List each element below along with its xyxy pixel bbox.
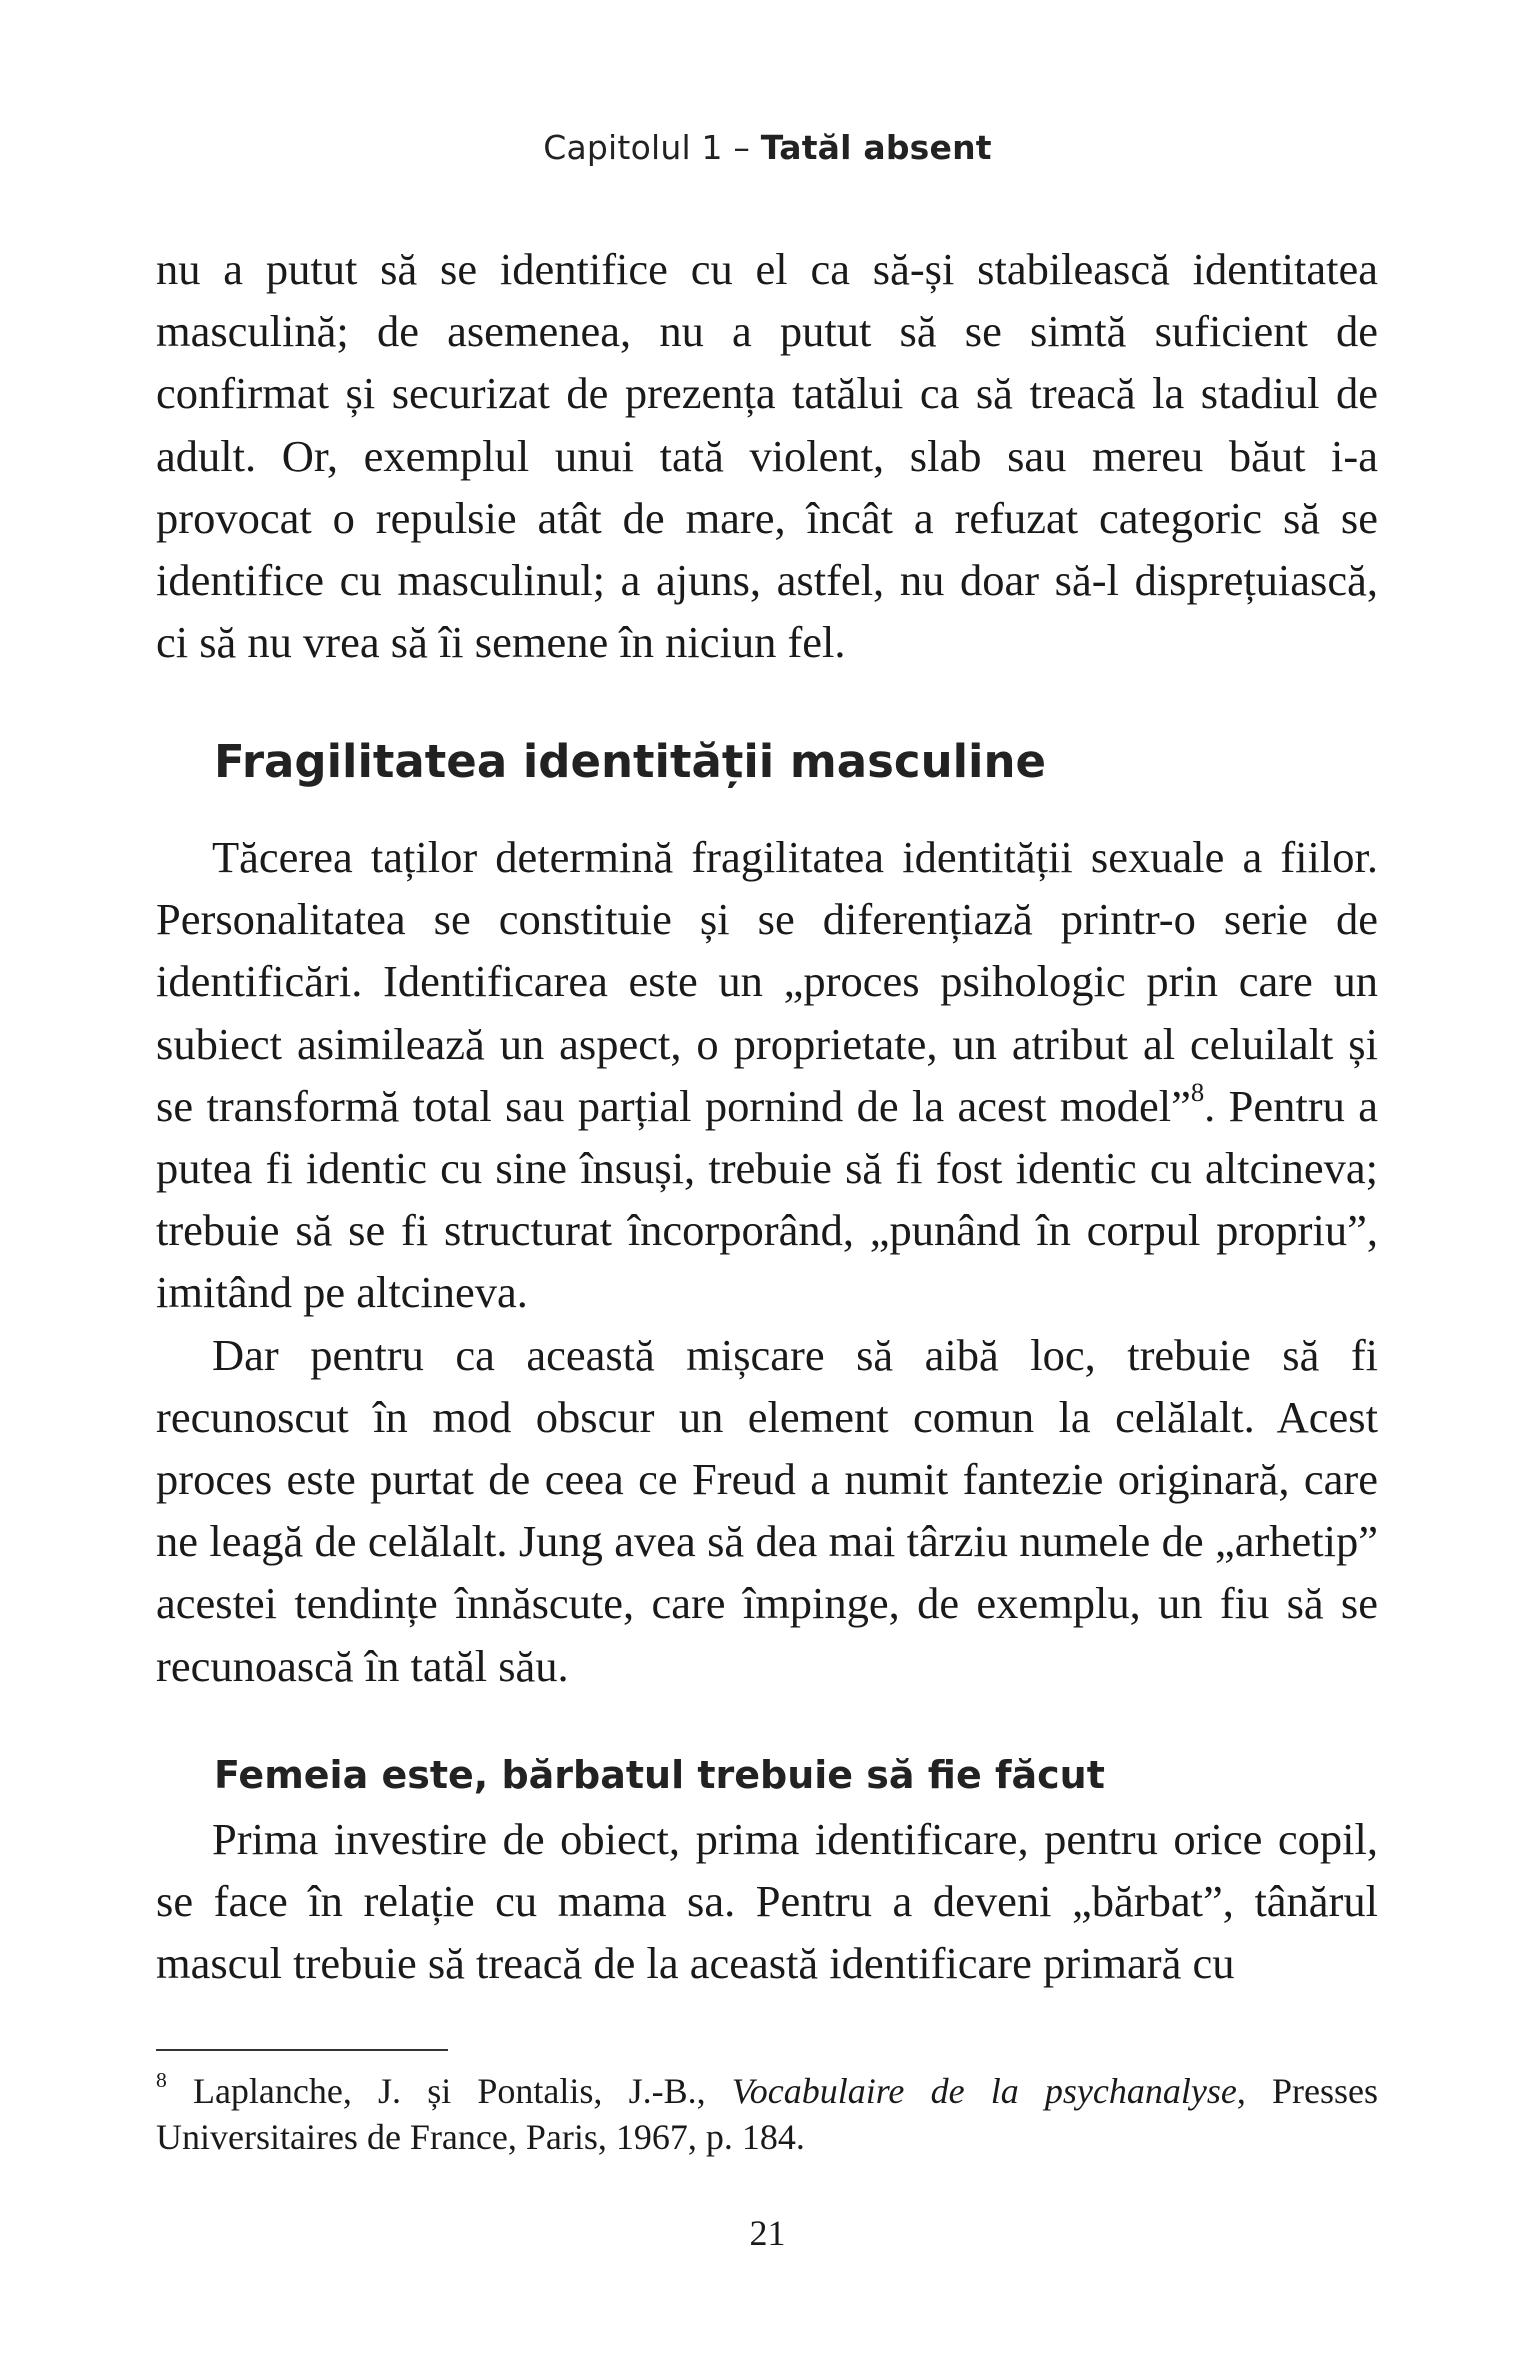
chapter-title: Tatăl absent <box>760 128 992 167</box>
subsection-heading: Femeia este, bărbatul trebuie să fie făcut <box>214 1753 1105 1797</box>
section-heading: Fragilitatea identității masculine <box>214 735 1047 788</box>
text-block-bottom <box>156 1808 1378 1995</box>
footnote-reference: 8 <box>1190 1076 1205 1107</box>
paragraph-first-investment: Prima investire de obiect, prima identificare, pentru orice copil, se face în relație cu mama sa. Pentru a deveni „bărbat”, tânărul mascul trebuie să treacă de la această identificare primară cu <box>156 1814 1378 1989</box>
paragraph-archetype: Dar pentru ca această mișcare să aibă loc, trebuie să fi recunoscut în mod obscur un element comun la celălalt. Acest proces este purtat de ceea ce Freud a numit fantezie originară, care ne leagă de celălalt. Jung avea să dea mai târziu numele de „arhetip” acestei tendințe înnăscute, care împinge, de exemplu, un fiu să se recunoască în tatăl său. <box>156 1329 1378 1691</box>
chapter-label: Capitolul 1 – <box>543 128 761 167</box>
text-block-top <box>156 238 1378 673</box>
running-header <box>0 128 1535 167</box>
text-block-middle <box>156 826 1378 1697</box>
footnote-publisher: , Presses Universitaires de France, Paris, 1967, p. 184. <box>156 2071 1378 2157</box>
footnote-authors: Laplanche, J. și Pontalis, J.-B., <box>166 2071 732 2111</box>
paragraph-continued: nu a putut să se identifice cu el ca să-și stabilească identitatea masculină; de asemenea, nu a putut să se simtă suficient de confirmat și securizat de prezența tatălui ca să treacă la stadiul de adult. Or, exemplul unui tată violent, slab sau mereu băut i-a provocat o repulsie atât de mare, încât a refuzat categoric să se identifice cu masculinul; a ajuns, astfel, nu doar să-l disprețuiască, ci să nu vrea să îi semene în niciun fel. <box>156 244 1378 668</box>
paragraph-identification-text-end: . Pentru a putea fi identic cu sine însuși, trebuie să fi fost identic cu altcineva; trebuie să se fi structurat încorporând, „punând în corpul propriu”, imitând pe altcineva. <box>156 1080 1379 1318</box>
footnote-number: 8 <box>156 2067 167 2092</box>
paragraph-identification-text: Tăcerea taților determină fragilitatea identității sexuale a fiilor. Personalitatea se constituie și se diferențiază printr-o serie de identificări. Identificarea este un „proces psihologic prin care un subiect asimilează un aspect, o proprietate, un atribut al celuilalt și se transformă total sau parțial pornind de la acest model” <box>156 832 1378 1131</box>
page-number: 21 <box>749 2213 786 2253</box>
footnote <box>156 2068 1378 2160</box>
footnote-divider <box>156 2049 448 2051</box>
footnote-work-title: Vocabulaire de la psychanalyse <box>731 2071 1237 2111</box>
paragraph-identification <box>156 826 1378 1324</box>
